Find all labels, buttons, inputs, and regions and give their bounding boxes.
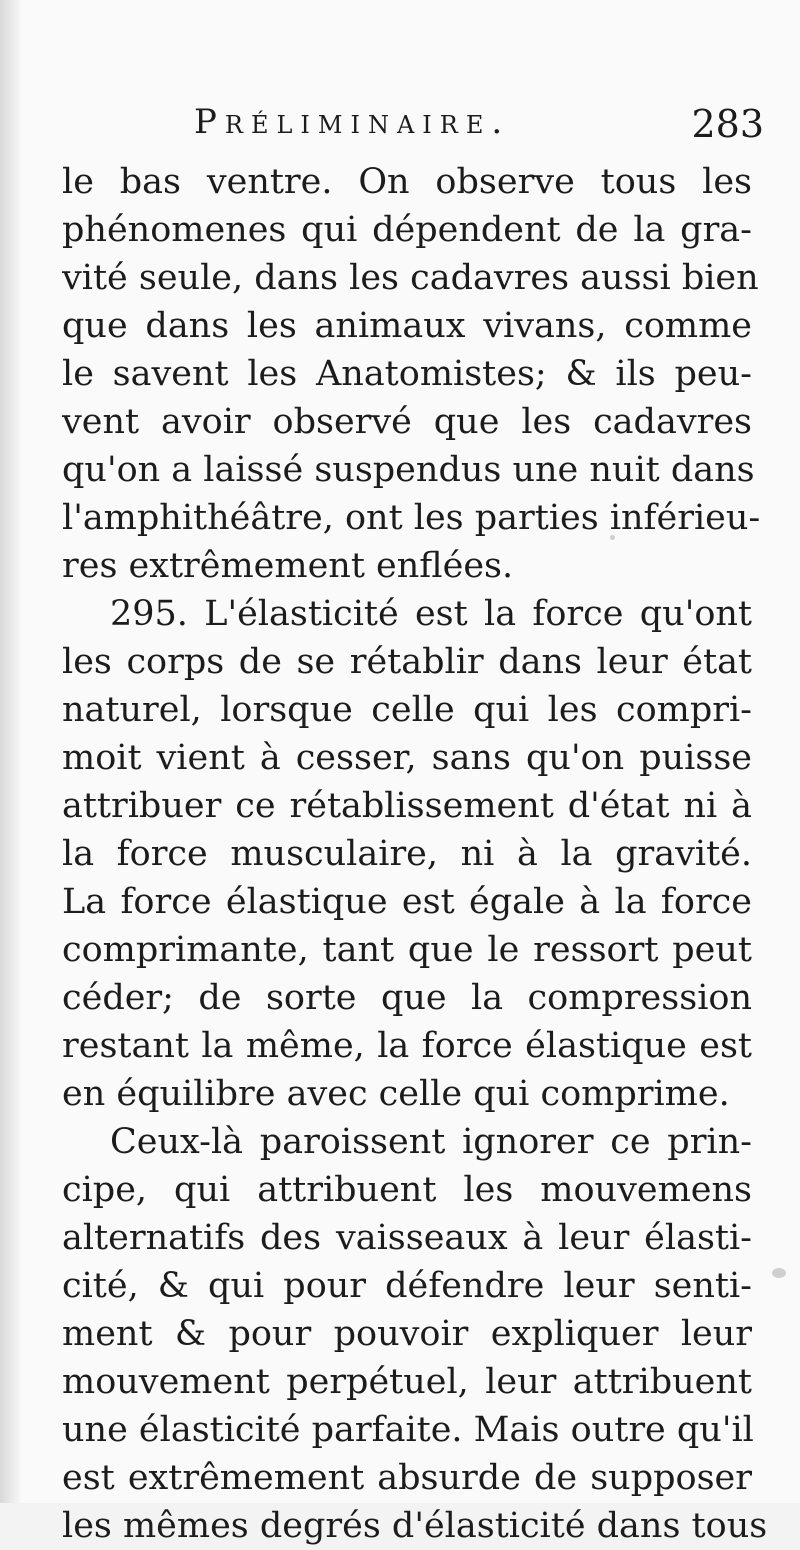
paragraph-first-line: Ceux-là paroissent ignorer ce prin-: [110, 1122, 752, 1162]
text-line: le bas ventre. On observe tous les: [62, 162, 752, 202]
text-line: une élasticité parfaite. Mais outre qu'il: [62, 1410, 754, 1450]
text-line: phénomenes qui dépendent de la gra-: [62, 210, 752, 250]
paragraph-first-line: 295. L'élasticité est la force qu'ont: [110, 594, 752, 634]
text-line: l'amphithéâtre, ont les parties inférieu-: [62, 498, 761, 538]
text-line: le savent les Anatomistes; & ils peu-: [62, 354, 752, 394]
text-line: cité, & qui pour défendre leur senti-: [62, 1266, 752, 1306]
text-line: restant la même, la force élastique est: [62, 1026, 752, 1066]
text-line: céder; de sorte que la compression: [62, 978, 752, 1018]
text-line: alternatifs des vaisseaux à leur élasti-: [62, 1218, 752, 1258]
text-line: attribuer ce rétablissement d'état ni à: [62, 786, 752, 826]
text-line: les mêmes degrés d'élasticité dans tous: [62, 1506, 768, 1546]
text-line: comprimante, tant que le ressort peut: [62, 930, 752, 970]
text-line: res extrêmement enflées.: [62, 546, 514, 586]
paper-speck: [772, 1268, 786, 1278]
text-line: en équilibre avec celle qui comprime.: [62, 1074, 730, 1114]
text-line: les corps de se rétablir dans leur état: [62, 642, 752, 682]
text-line: cipe, qui attribuent les mouvemens: [62, 1170, 752, 1210]
text-line: La force élastique est égale à la force: [62, 882, 752, 922]
text-line: qu'on a laissé suspendus une nuit dans: [62, 450, 755, 490]
text-line: ment & pour pouvoir expliquer leur: [62, 1314, 752, 1354]
text-line: vité seule, dans les cadavres aussi bien: [62, 258, 759, 298]
body-text: [62, 158, 768, 1550]
running-title: Préliminaire.: [194, 102, 511, 142]
text-line: naturel, lorsque celle qui les compri-: [62, 690, 752, 730]
text-line: que dans les animaux vivans, comme: [62, 306, 752, 346]
text-line: vent avoir observé que les cadavres: [62, 402, 752, 442]
text-line: moit vient à cesser, sans qu'on puisse: [62, 738, 752, 778]
book-page: [44, 92, 768, 1546]
binding-gutter-shadow: [0, 0, 22, 1503]
text-line: mouvement perpétuel, leur attribuent: [62, 1362, 752, 1402]
text-line: est extrêmement absurde de supposer: [62, 1458, 752, 1498]
page-number: 283: [691, 102, 764, 146]
text-line: la force musculaire, ni à la gravité.: [62, 834, 752, 874]
